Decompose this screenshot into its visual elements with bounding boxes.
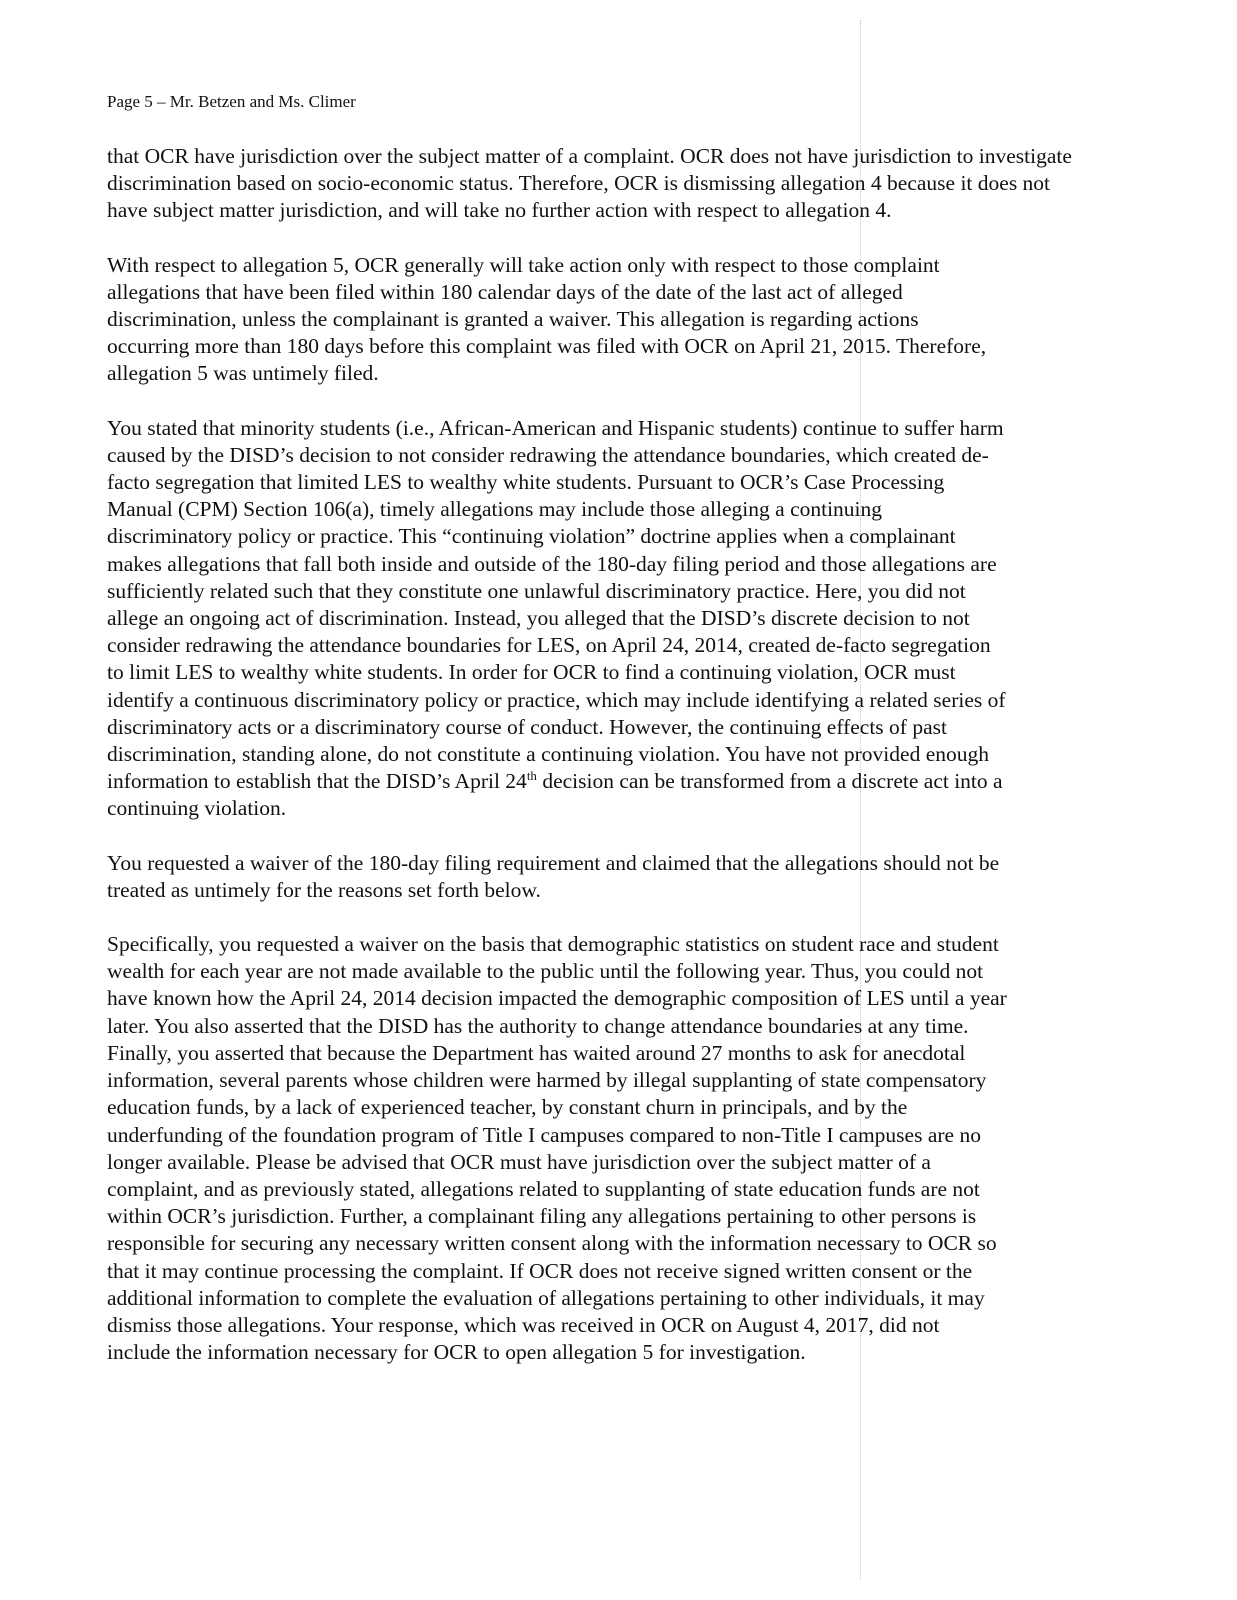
text-line: to limit LES to wealthy white students. In order for OCR to find a continuing violation, OCR must xyxy=(107,660,956,685)
text-line: caused by the DISD’s decision to not consider redrawing the attendance boundaries, which created de- xyxy=(107,442,989,467)
text-line: include the information necessary for OCR to open allegation 5 for investigation. xyxy=(107,1340,806,1365)
text-line: Finally, you asserted that because the Department has waited around 27 months to ask for anecdotal xyxy=(107,1040,966,1065)
text-line: discrimination, unless the complainant is granted a waiver. This allegation is regarding actions xyxy=(107,307,919,332)
text-line: complaint, and as previously stated, allegations related to supplanting of state education funds are not xyxy=(107,1176,980,1201)
text-line: discrimination, standing alone, do not constitute a continuing violation. You have not provided enough xyxy=(107,742,989,767)
text-line: education funds, by a lack of experienced teacher, by constant churn in principals, and by the xyxy=(107,1095,908,1120)
text-segment: decision can be transformed from a discrete act into a xyxy=(536,769,1003,794)
text-line: occurring more than 180 days before this complaint was filed with OCR on April 21, 2015. Therefore, xyxy=(107,334,987,359)
text-line: later. You also asserted that the DISD has the authority to change attendance boundaries at any time. xyxy=(107,1013,969,1038)
text-line: that it may continue processing the complaint. If OCR does not receive signed written consent or the xyxy=(107,1258,973,1283)
page-header: Page 5 – Mr. Betzen and Ms. Climer xyxy=(107,92,356,111)
text-line: You requested a waiver of the 180-day filing requirement and claimed that the allegations should not be xyxy=(107,850,1000,875)
text-line: allege an ongoing act of discrimination. Instead, you alleged that the DISD’s discrete decision to not xyxy=(107,606,970,631)
paragraph-waiver-basis xyxy=(107,931,1192,1366)
text-line: discrimination based on socio-economic status. Therefore, OCR is dismissing allegation 4 because it does not xyxy=(107,171,1051,196)
text-line: have subject matter jurisdiction, and will take no further action with respect to allegation 4. xyxy=(107,198,892,223)
paragraph-jurisdiction xyxy=(107,143,1192,225)
text-line: allegations that have been filed within 180 calendar days of the date of the last act of alleged xyxy=(107,279,903,304)
text-line: consider redrawing the attendance boundaries for LES, on April 24, 2014, created de-facto segregation xyxy=(107,633,991,658)
text-line: sufficiently related such that they constitute one unlawful discriminatory practice. Here, you did not xyxy=(107,578,966,603)
text-line: You stated that minority students (i.e., African-American and Hispanic students) continue to suffer harm xyxy=(107,415,1004,440)
text-line: Manual (CPM) Section 106(a), timely allegations may include those alleging a continuing xyxy=(107,497,883,522)
text-line: underfunding of the foundation program of Title I campuses compared to non-Title I campuses are no xyxy=(107,1122,981,1147)
text-line: identify a continuous discriminatory policy or practice, which may include identifying a related series of xyxy=(107,687,1006,712)
text-line: allegation 5 was untimely filed. xyxy=(107,361,379,386)
text-line: With respect to allegation 5, OCR generally will take action only with respect to those complaint xyxy=(107,252,940,277)
text-line: information, several parents whose children were harmed by illegal supplanting of state compensatory xyxy=(107,1068,987,1093)
text-line: discriminatory acts or a discriminatory course of conduct. However, the continuing effects of past xyxy=(107,714,947,739)
text-line: wealth for each year are not made available to the public until the following year. Thus, you could not xyxy=(107,959,984,984)
text-line: within OCR’s jurisdiction. Further, a complainant filing any allegations pertaining to other persons is xyxy=(107,1204,977,1229)
ordinal-superscript: th xyxy=(526,768,537,784)
text-line: Specifically, you requested a waiver on the basis that demographic statistics on student race and student xyxy=(107,932,999,957)
text-line: makes allegations that fall both inside and outside of the 180-day filing period and those allegations are xyxy=(107,551,997,576)
text-line: discriminatory policy or practice. This “continuing violation” doctrine applies when a complainant xyxy=(107,524,956,549)
text-line: facto segregation that limited LES to wealthy white students. Pursuant to OCR’s Case Processing xyxy=(107,470,945,495)
paragraph-continuing-violation xyxy=(107,415,1192,823)
text-line: have known how the April 24, 2014 decision impacted the demographic composition of LES until a year xyxy=(107,986,1007,1011)
text-line: dismiss those allegations. Your response, which was received in OCR on August 4, 2017, did not xyxy=(107,1312,940,1337)
text-line-with-superscript xyxy=(107,768,1192,795)
text-line: responsible for securing any necessary written consent along with the information necessary to OCR so xyxy=(107,1231,997,1256)
text-line: continuing violation. xyxy=(107,796,287,821)
letter-body xyxy=(107,143,1192,1393)
paragraph-allegation-5 xyxy=(107,252,1192,388)
text-line: treated as untimely for the reasons set forth below. xyxy=(107,877,541,902)
text-line: additional information to complete the evaluation of allegations pertaining to other individuals, it may xyxy=(107,1285,985,1310)
text-segment: information to establish that the DISD’s April 24 xyxy=(107,769,527,794)
text-line: that OCR have jurisdiction over the subject matter of a complaint. OCR does not have jurisdiction to investigate xyxy=(107,144,1072,168)
paragraph-waiver-request xyxy=(107,850,1192,904)
text-line: longer available. Please be advised that OCR must have jurisdiction over the subject matter of a xyxy=(107,1149,931,1174)
